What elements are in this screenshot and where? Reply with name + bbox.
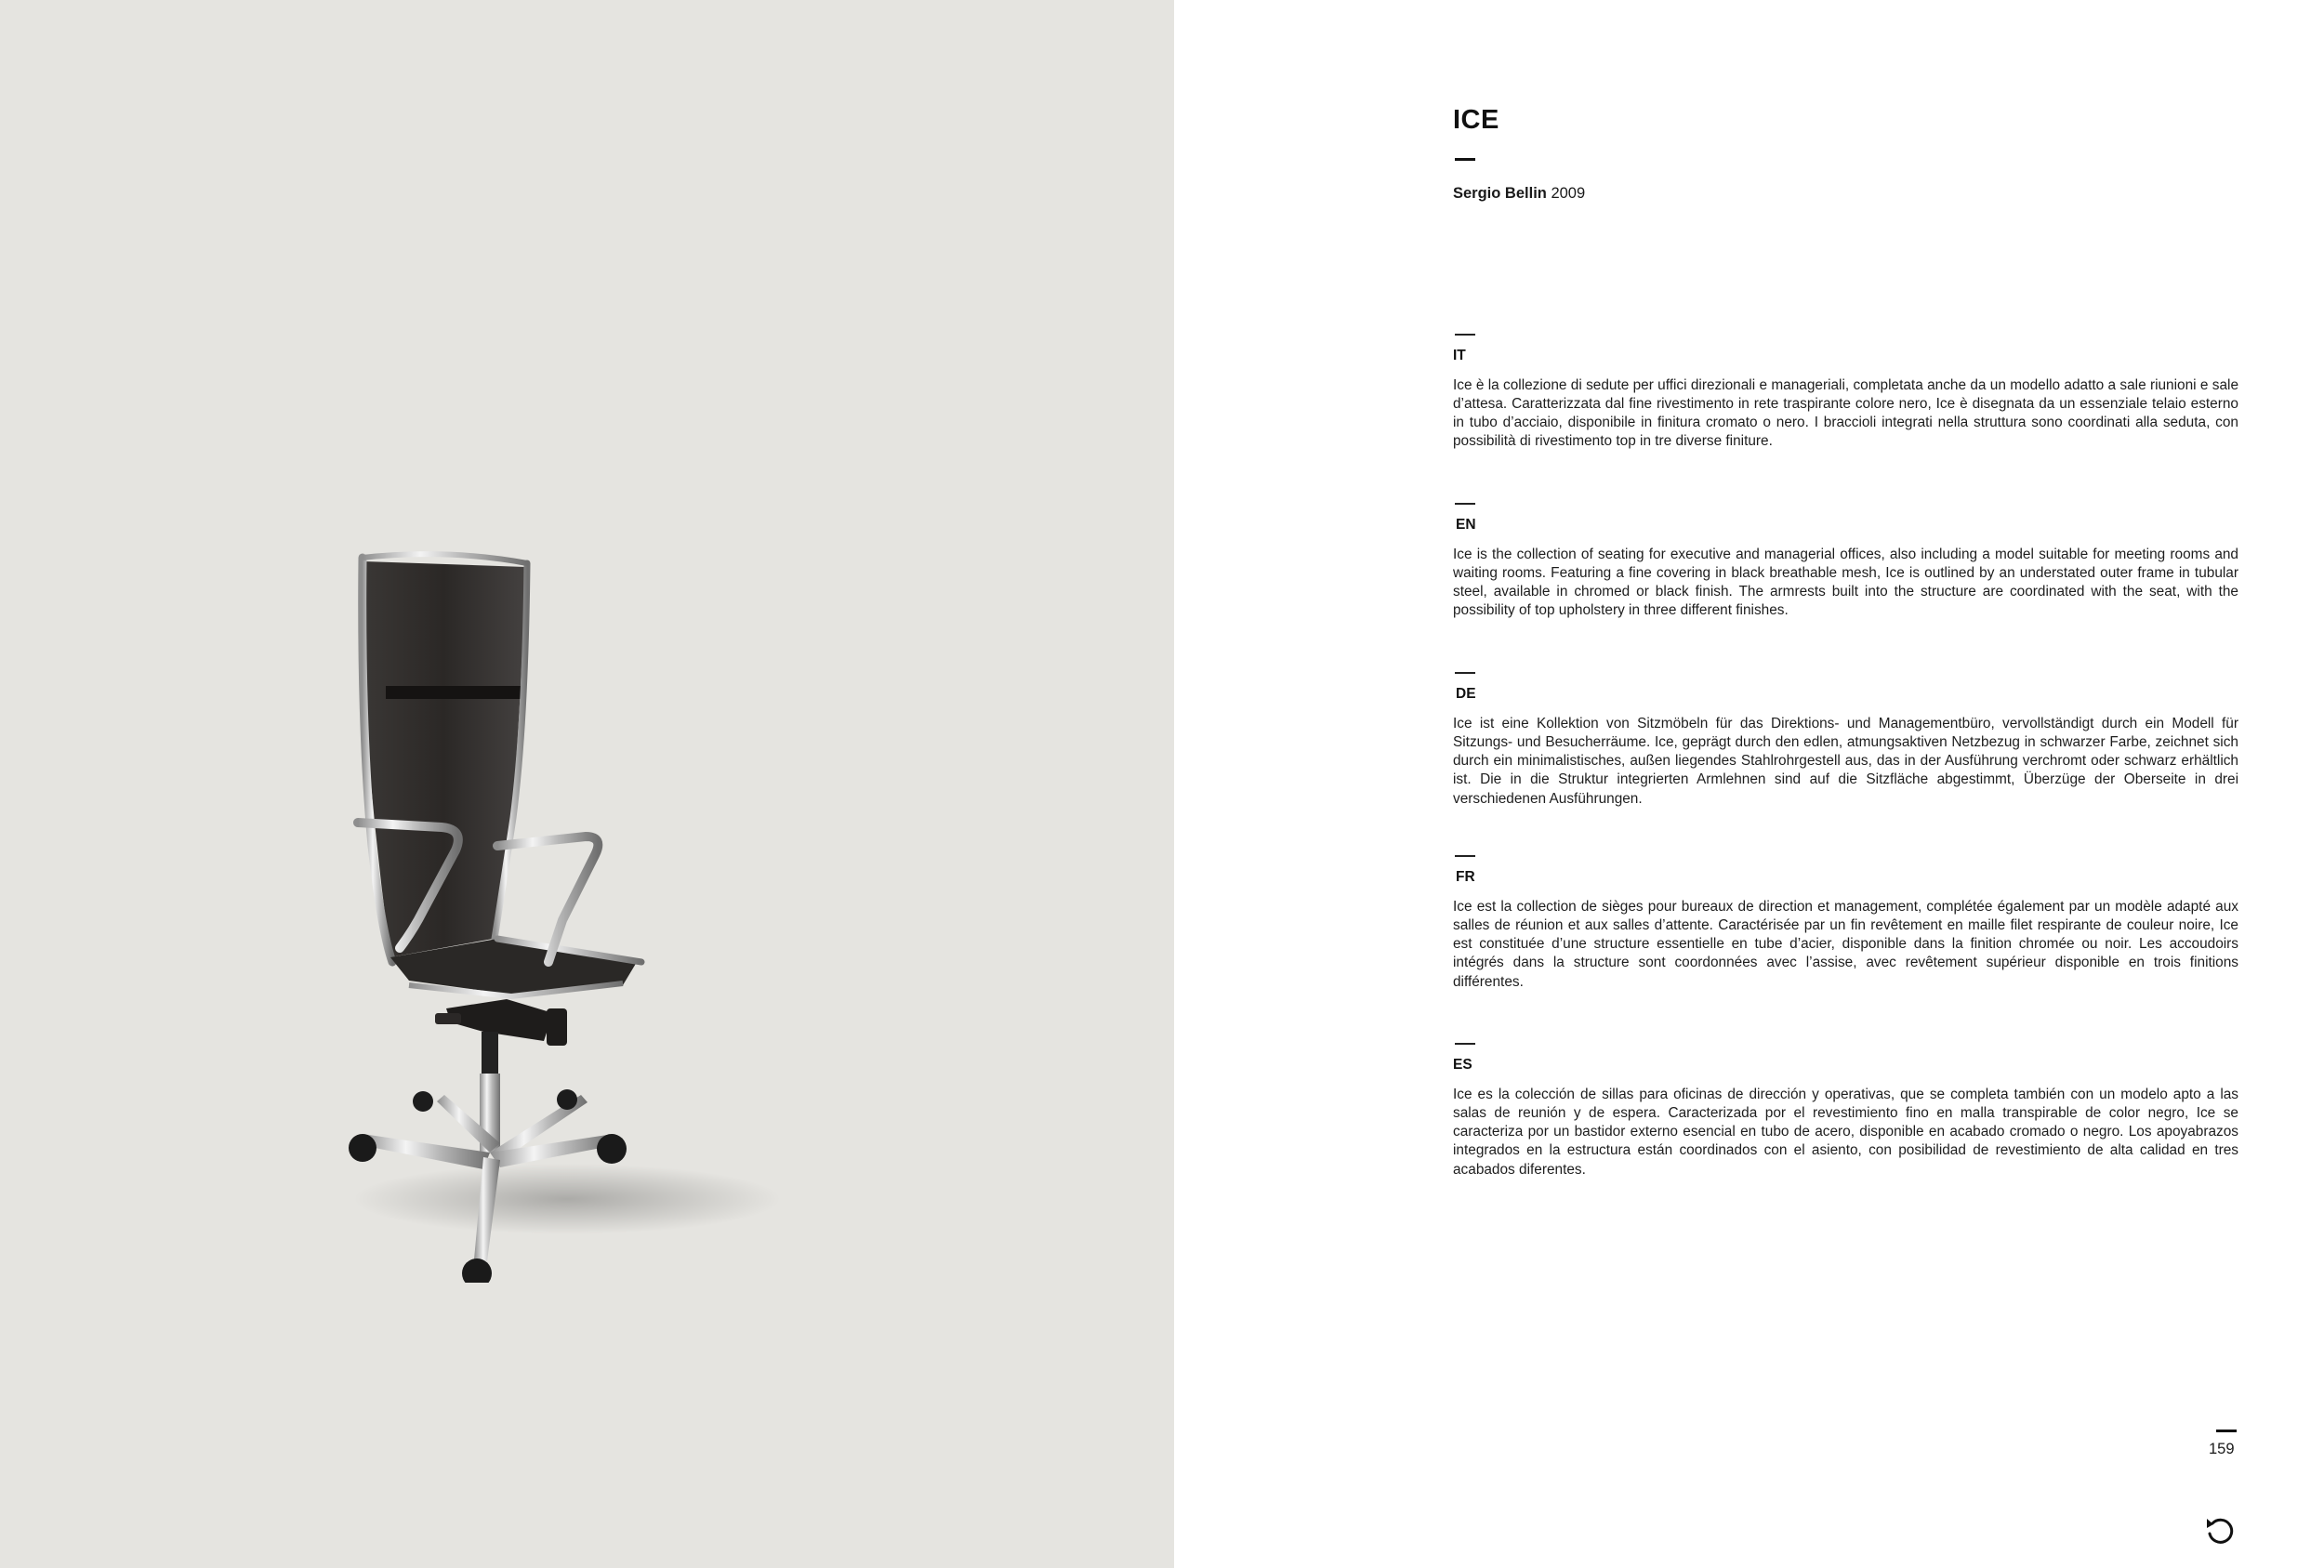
undo-arrow-icon[interactable] bbox=[2204, 1515, 2236, 1547]
language-code: DE bbox=[1456, 685, 1476, 702]
designer-credit bbox=[1453, 185, 1585, 203]
language-code: ES bbox=[1453, 1056, 1472, 1073]
description-text: Ice es la colección de sillas para oficinas de dirección y operativas, que se completa también con un modelo apto a las salas de reunión y de espera. Caracterizada por el revestimiento fino en malla transpirable de color negro, Ice se caracteriza por un bastidor externo esencial en tubo de acero, disponible en acabado cromado o negro. Los apoyabrazos integrados en la estructura están coordinados con el asiento, con posibilidad de revestimiento de alta calidad en tres acabados diferentes. bbox=[1453, 1086, 2238, 1178]
section-fr bbox=[1453, 855, 2238, 992]
section-divider bbox=[1455, 334, 1475, 336]
language-code: IT bbox=[1453, 347, 1466, 363]
section-divider bbox=[1455, 1043, 1475, 1045]
section-divider bbox=[1455, 855, 1475, 857]
product-title: ICE bbox=[1453, 105, 1499, 135]
title-divider bbox=[1455, 158, 1475, 161]
description-text: Ice è la collezione di sedute per uffici direzionali e manageriali, completata anche da un modello adatto a sale riunioni e sale d’attesa. Caratterizzata dal fine rivestimento in rete traspirante colore nero, Ice è disegnata da un essenziale telaio esterno in tubo d’acciaio, disponibile in finitura cromato o nero. I braccioli integrati nella struttura sono coordinati alla seduta, con possibilità di rivestimento top in tre diverse finiture. bbox=[1453, 376, 2238, 450]
language-code: FR bbox=[1456, 868, 1475, 885]
language-code: EN bbox=[1456, 516, 1476, 533]
design-year: 2009 bbox=[1551, 185, 1586, 202]
page-number: 159 bbox=[2209, 1441, 2235, 1457]
section-divider bbox=[1455, 672, 1475, 674]
description-text: Ice est la collection de sièges pour bureaux de direction et management, complétée également par un modèle adapté aux salles de réunion et aux salles d’attente. Caractérisée par un fin revêtement en maille filet respirante de couleur noire, Ice est constituée d’une structure essentielle en tube d’acier, disponible dans la finition chromée ou noir. Les accoudoirs intégrés dans la structure sont coordonnées avec l’assise, avec revêtement supérieur disponible en trois finitions différentes. bbox=[1453, 898, 2238, 990]
office-chair-image bbox=[335, 539, 837, 1283]
section-divider bbox=[1455, 503, 1475, 505]
section-it bbox=[1453, 334, 2238, 452]
section-en bbox=[1453, 503, 2238, 621]
page-number-divider bbox=[2216, 1430, 2237, 1432]
section-es bbox=[1453, 1043, 2238, 1179]
description-text: Ice ist eine Kollektion von Sitzmöbeln für das Direktions- und Managementbüro, vervollständigt durch ein Modell für Sitzungs- und Besucherräume. Ice, geprägt durch den edlen, atmungsaktiven Netzbezug in schwarzer Farbe, zeichnet sich durch ein minimalistisches, außen liegendes Stahlrohrgestell aus, das in der Ausführung verchromt oder schwarz erhältlich ist. Die in die Struktur integrierten Armlehnen sind auf die Sitzfläche abgestimmt, Überzüge der Oberseite in drei verschiedenen Ausführungen. bbox=[1453, 715, 2238, 807]
designer-name: Sergio Bellin bbox=[1453, 185, 1547, 202]
section-de bbox=[1453, 672, 2238, 809]
description-text: Ice is the collection of seating for executive and managerial offices, also including a model suitable for meeting rooms and waiting rooms. Featuring a fine covering in black breathable mesh, Ice is outlined by an understated outer frame in tubular steel, available in chromed or black finish. The armrests built into the structure are coordinated with the seat, with the possibility of top upholstery in three different finishes. bbox=[1453, 546, 2238, 619]
